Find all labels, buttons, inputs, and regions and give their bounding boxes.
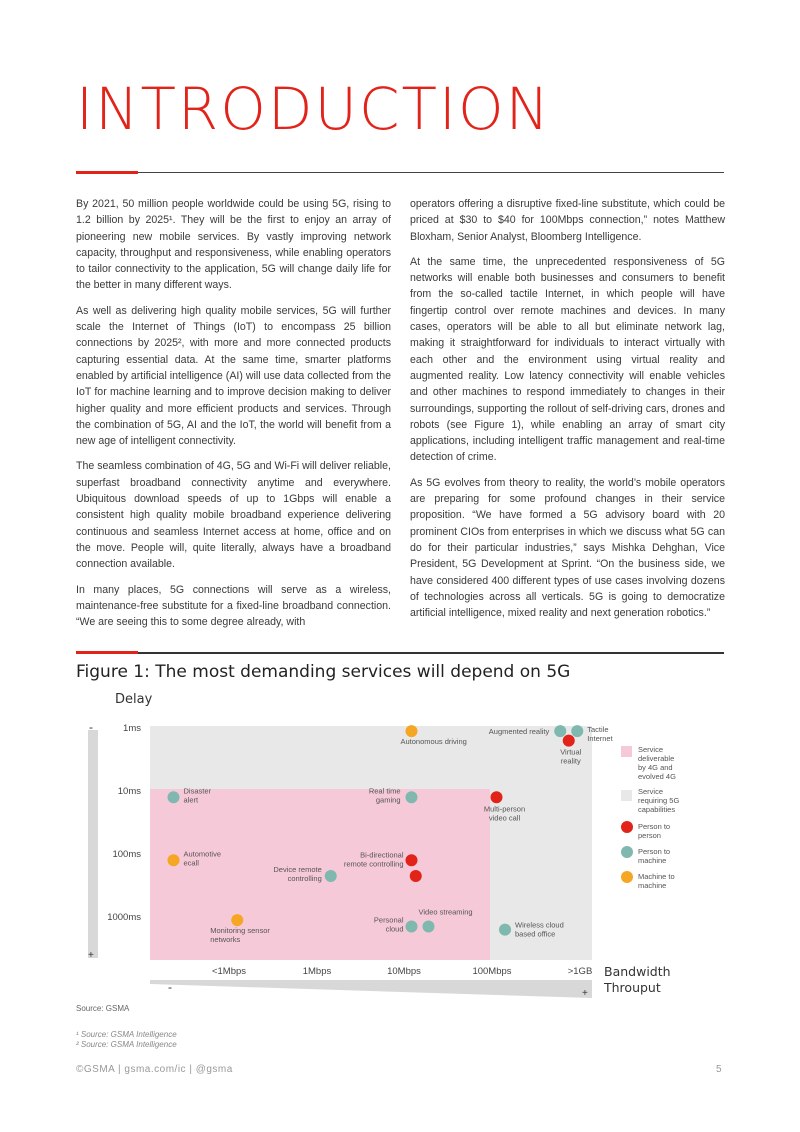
x-tick-label: 100Mbps: [472, 966, 512, 977]
data-point: [571, 725, 583, 737]
legend-swatch-5g: [621, 790, 632, 801]
point-label: Tactile Internet: [587, 725, 613, 744]
data-point: [168, 854, 180, 866]
page-number: 5: [716, 1064, 722, 1075]
legend-dot-person-to-machine: [621, 846, 633, 858]
delay-bandwidth-chart: [0, 700, 800, 1000]
paragraph: operators offering a disruptive fixed-line substitute, which could be priced at $30 to $40 for 100Mbps connection,” notes Matthew Bloxham, Senior Analyst, Bloomberg Intelligence.: [410, 198, 725, 243]
point-label: Virtual reality: [560, 747, 582, 766]
data-point: [554, 725, 566, 737]
data-point: [499, 924, 511, 936]
point-label: Device remote controlling: [273, 865, 322, 884]
data-point: [231, 914, 243, 926]
paragraph: As well as delivering high quality mobile services, 5G will further scale the Internet of Things (IoT) to encompass 25 billion connections by 2025², with more and more connected products capturing essential data. At the same time, smarter platforms enabled by artificial intelligence (AI) will use data collected from the IoT for machine learning and to improve decision making to deliver higher quality and more efficient products and services. Through the combination of 5G, AI and the IoT, the world will benefit from a new age of intelligent connectivity.: [76, 304, 391, 448]
figure-source: Source: GSMA: [76, 1004, 130, 1013]
point-label: Personal cloud: [373, 915, 404, 934]
figure-accent-rule: [76, 651, 138, 654]
data-point: [406, 854, 418, 866]
point-label: Monitoring sensor networks: [210, 926, 270, 945]
y-minus-marker: -: [89, 720, 93, 734]
data-point: [406, 725, 418, 737]
y-axis-wedge: [88, 730, 98, 958]
data-point: [563, 735, 575, 747]
paragraph: As 5G evolves from theory to reality, the world’s mobile operators are preparing for some profound changes in their service proposition. “We have formed a 5G advisory board with 20 prominent CIOs from enterprises in which we discuss what 5G can do for their particular industries,” says Mishka Dehghan, Vice President, 5G Development at Sprint. “On the business side, we have considered 400 different types of use cases involving dozens of technologies across all verticals. 5G is going to democratize artificial intelligence, mixed reality and next generation robotics.”: [410, 476, 725, 620]
point-label: Augmented reality: [488, 727, 550, 737]
data-point: [406, 920, 418, 932]
legend: [621, 745, 679, 890]
x-axis-wedge: [150, 980, 592, 998]
y-tick-label: 10ms: [117, 786, 141, 797]
x-axis-title-line1: Bandwidth: [604, 964, 671, 979]
data-point: [491, 791, 503, 803]
footnote: ² Source: GSMA Intelligence: [76, 1040, 177, 1049]
x-tick-labels: [212, 966, 592, 977]
y-axis-title: Delay: [115, 692, 153, 707]
y-tick-label: 100ms: [112, 849, 141, 860]
paragraph: By 2021, 50 million people worldwide could be using 5G, rising to 1.2 billion by 2025¹. They will be the first to enjoy an array of pioneering new mobile services. By vastly improving network capacity, throughput and responsiveness, while enabling operators to tailor connectivity to the application, 5G will change daily life for the better in many different ways.: [76, 198, 391, 292]
y-plus-marker: +: [88, 950, 94, 961]
point-label: Wireless cloud based office: [515, 920, 564, 939]
data-point: [406, 791, 418, 803]
data-point: [423, 920, 435, 932]
paragraph: At the same time, the unprecedented responsiveness of 5G networks will enable both businesses and consumers to benefit from the so-called tactile Internet, in which people will have fingertip control over remote machines and devices. In many cases, operators will be able to all but eliminate network lag, making it straightforward for individuals to interact virtually with each other and the environment using virtual reality and augmented reality. Low latency connectivity will enable vehicles and other machines to respond immediately to changes in their surroundings, supporting the rollout of self-driving cars, drones and robots (see Figure 1), while enabling an array of smart city applications, including intelligent traffic management and real-time detection of crime.: [410, 255, 725, 464]
body-column-right: [410, 196, 725, 630]
legend-label-5g: Service requiring 5G capabilities: [638, 787, 680, 814]
point-label: Autonomous driving: [400, 737, 467, 747]
point-label: Multi-person video call: [483, 804, 526, 823]
x-plus-marker: +: [582, 988, 588, 999]
legend-dot-machine-to-machine: [621, 871, 633, 883]
x-minus-marker: -: [168, 980, 172, 994]
legend-label-machine-to-machine: Machine to machine: [638, 872, 675, 890]
paragraph: The seamless combination of 4G, 5G and Wi-Fi will deliver reliable, superfast broadband connectivity anytime and everywhere. Ubiquitous download speeds of up to 1Gbps will enable a consistent high quality mobile broadband experience delivering continuous and seamless Internet access at home, office and on the move. People will, quite literally, always have a broadband connection available.: [76, 460, 391, 571]
x-tick-label: 1Mbps: [302, 966, 332, 977]
point-label: Bi-directional remote controlling: [343, 850, 404, 869]
title-divider: [138, 172, 724, 173]
point-label: Automotive ecall: [183, 849, 222, 868]
x-tick-label: <1Mbps: [211, 966, 247, 977]
page-footer: ©GSMA | gsma.com/ic | @gsma: [76, 1064, 233, 1075]
data-point: [410, 870, 422, 882]
title-accent-rule: [76, 171, 138, 174]
y-tick-labels: [107, 723, 141, 923]
figure-divider: [138, 652, 724, 654]
figure-title: Figure 1: The most demanding services will depend on 5G: [76, 662, 571, 682]
legend-label-4g: Service deliverable by 4G and evolved 4G: [638, 745, 676, 781]
x-tick-label: >1GB: [567, 966, 593, 977]
point-label: Disaster alert: [183, 786, 212, 805]
point-label: Video streaming: [418, 907, 473, 917]
page-title: INTRODUCTION: [76, 75, 552, 143]
legend-label-person-to-machine: Person to machine: [638, 847, 671, 865]
legend-dot-person-to-person: [621, 821, 633, 833]
footnote: ¹ Source: GSMA Intelligence: [76, 1030, 177, 1039]
y-tick-label: 1000ms: [107, 912, 141, 923]
x-tick-label: 10Mbps: [387, 966, 421, 977]
data-point: [168, 791, 180, 803]
paragraph: In many places, 5G connections will serve as a wireless, maintenance-free substitute for a fixed-line broadband connection. “We are seeing this to some degree already, with: [76, 583, 391, 629]
x-axis-title-line2: Throuput: [604, 980, 661, 995]
y-tick-label: 1ms: [123, 723, 141, 734]
legend-label-person-to-person: Person to person: [638, 822, 671, 840]
body-column-left: [76, 196, 391, 639]
legend-swatch-4g: [621, 746, 632, 757]
point-label: Real time gaming: [368, 786, 401, 805]
footnotes: [76, 1030, 177, 1050]
data-point: [325, 870, 337, 882]
